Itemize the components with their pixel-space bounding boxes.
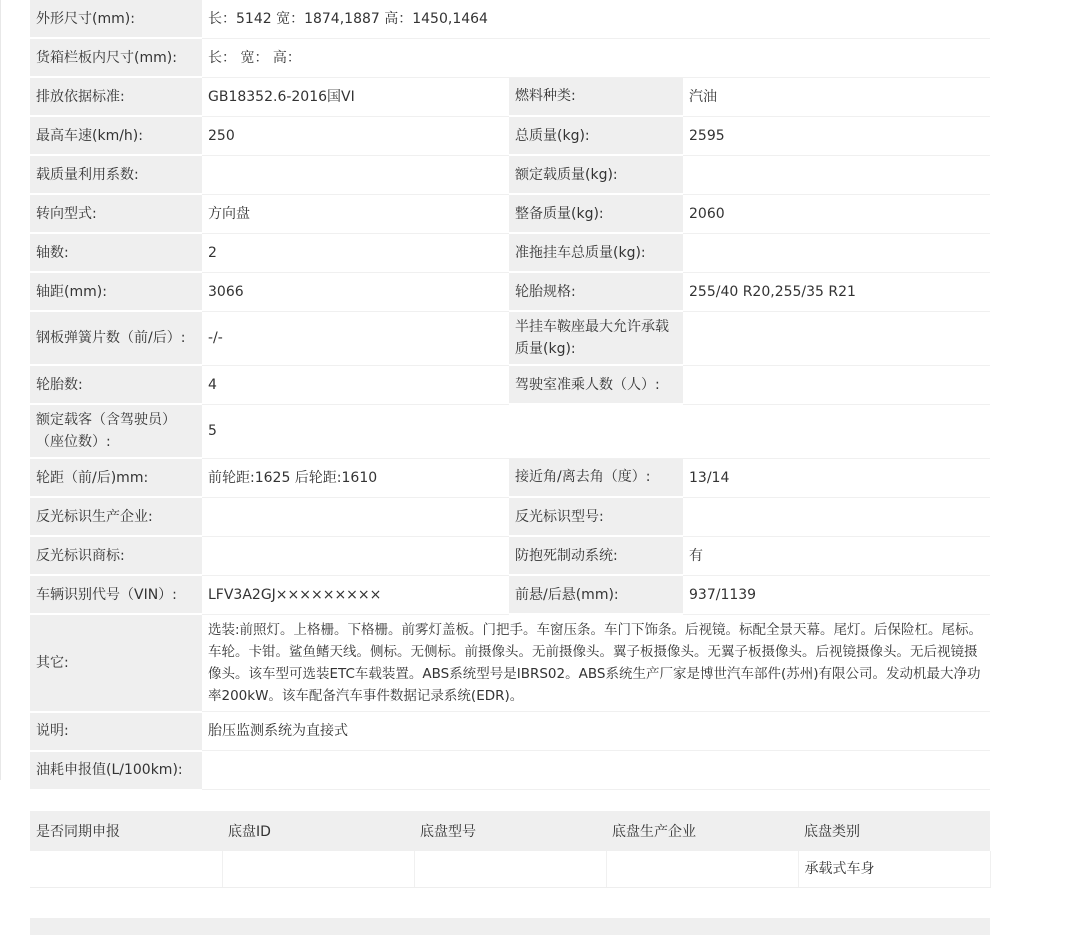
spec-value: -/- [202,311,509,365]
spec-value: 255/40 R20,255/35 R21 [683,272,990,311]
chassis-cell [30,851,222,888]
spec-table [30,0,990,791]
spec-row-cargo-box [30,38,990,77]
spec-label: 前悬/后悬(mm): [509,575,683,614]
spec-row-fuel-consumption [30,751,990,790]
spec-row-tires [30,365,990,404]
spec-row-axles [30,233,990,272]
spec-value [683,497,990,536]
spec-label: 其它: [30,614,202,712]
chassis-header: 底盘型号 [414,811,606,851]
spec-label: 额定载客（含驾驶员）（座位数）: [30,404,202,458]
spec-row-vin [30,575,990,614]
spec-label: 轮胎规格: [509,272,683,311]
chassis-table [30,811,991,888]
spec-label: 反光标识生产企业: [30,497,202,536]
spec-value: 选装:前照灯。上格栅。下格栅。前雾灯盖板。门把手。车窗压条。车门下饰条。后视镜。标配全景天幕。尾灯。后保险杠。尾标。车轮。卡钳。鲨鱼鳍天线。侧标。无侧标。前摄像头。无前摄像头。翼子板摄像头。无翼子板摄像头。后视镜摄像头。无后视镜摄像头。该车型可选装ETC车载装置。ABS系统型号是IBRS02。ABS系统生产厂家是博世汽车部件(苏州)有限公司。发动机最大净功率200kW。该车配备汽车事件数据记录系统(EDR)。 [202,614,990,712]
spec-value [683,233,990,272]
chassis-header: 底盘ID [222,811,414,851]
spec-label: 半挂车鞍座最大允许承载质量(kg): [509,311,683,365]
spec-row-seats [30,404,990,458]
spec-label: 说明: [30,712,202,751]
spec-label: 货箱栏板内尺寸(mm): [30,38,202,77]
spec-label: 驾驶室准乘人数（人）: [509,365,683,404]
chassis-cell [222,851,414,888]
spec-label: 反光标识商标: [30,536,202,575]
spec-row-dimensions [30,0,990,38]
chassis-header: 底盘类别 [798,811,990,851]
spec-label: 轮距（前/后)mm: [30,458,202,497]
spec-row-springs [30,311,990,365]
vehicle-spec-sheet [30,0,990,877]
chassis-cell: 承载式车身 [798,851,990,888]
spec-label: 转向型式: [30,194,202,233]
chassis-header-row [30,811,990,851]
spec-label: 额定载质量(kg): [509,155,683,194]
spec-row-note [30,712,990,751]
spec-value: 2 [202,233,509,272]
chassis-header: 底盘生产企业 [606,811,798,851]
spec-label: 燃料种类: [509,77,683,116]
spec-row-other [30,614,990,712]
chassis-cell [606,851,798,888]
spec-value: GB18352.6-2016国VI [202,77,509,116]
spec-value [683,365,990,404]
spec-value: 937/1139 [683,575,990,614]
spec-row-speed [30,116,990,155]
spec-label: 油耗申报值(L/100km): [30,751,202,790]
spec-label: 轴距(mm): [30,272,202,311]
spec-value: 有 [683,536,990,575]
spec-value [202,155,509,194]
spec-row-steering [30,194,990,233]
spec-value: 4 [202,365,509,404]
spec-value: 长： 宽： 高： [202,38,990,77]
spec-value: 3066 [202,272,509,311]
spec-value [202,536,509,575]
spec-label: 轴数: [30,233,202,272]
spec-label: 接近角/离去角（度）: [509,458,683,497]
spec-label: 车辆识别代号（VIN）: [30,575,202,614]
spec-row-emission [30,77,990,116]
spec-label: 最高车速(km/h): [30,116,202,155]
spec-label: 轮胎数: [30,365,202,404]
spec-value: LFV3A2GJ××××××××× [202,575,509,614]
spec-value: 方向盘 [202,194,509,233]
table-left-border [0,0,1,780]
next-table-header-partial [30,918,990,935]
spec-value: 汽油 [683,77,990,116]
spec-label: 总质量(kg): [509,116,683,155]
spec-value: 2595 [683,116,990,155]
spec-row-track [30,458,990,497]
spec-value: 13/14 [683,458,990,497]
spec-label: 反光标识型号: [509,497,683,536]
spec-value: 前轮距:1625 后轮距:1610 [202,458,509,497]
chassis-row [30,851,990,888]
spec-row-wheelbase [30,272,990,311]
spec-row-reflector-brand [30,536,990,575]
spec-label: 外形尺寸(mm): [30,0,202,38]
spec-value: 胎压监测系统为直接式 [202,712,990,751]
spec-label: 钢板弹簧片数（前/后）: [30,311,202,365]
spec-label: 整备质量(kg): [509,194,683,233]
spec-label: 准拖挂车总质量(kg): [509,233,683,272]
spec-row-load [30,155,990,194]
chassis-header: 是否同期申报 [30,811,222,851]
spec-value [683,311,990,365]
spec-value [202,497,509,536]
spec-value: 长：5142 宽：1874,1887 高：1450,1464 [202,0,990,38]
spec-value [683,155,990,194]
spec-value: 5 [202,404,990,458]
spec-value: 2060 [683,194,990,233]
spec-label: 防抱死制动系统: [509,536,683,575]
spec-row-reflector-maker [30,497,990,536]
spec-label: 排放依据标准: [30,77,202,116]
spec-value: 250 [202,116,509,155]
chassis-cell [414,851,606,888]
spec-label: 载质量利用系数: [30,155,202,194]
spec-value [202,751,990,790]
